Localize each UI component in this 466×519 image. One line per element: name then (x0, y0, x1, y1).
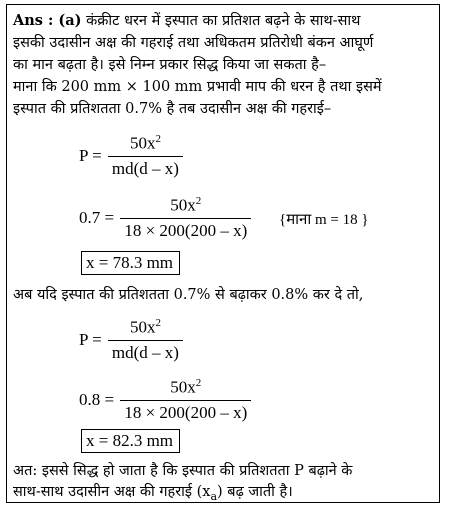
result-box-2: x = 82.3 mm (81, 429, 180, 453)
answer-label: Ans : (a) (13, 12, 82, 29)
numerator: $50x^2$ (129, 133, 161, 153)
conclusion-line-2: साथ-साथ उदासीन अक्ष की गहराई $(x_a)$ बढ़ जाती है। (13, 484, 293, 503)
fraction (108, 133, 183, 179)
numerator: $50x^2$ (129, 317, 161, 337)
formula-lhs: 0.8 = (79, 389, 115, 409)
intro-line-5: इस्पात की प्रतिशतता 0.7% है तब उदासीन अक्ष की गहराई– (13, 101, 332, 117)
denominator: 18 × 200(200 – x) (120, 400, 251, 423)
formula-p-1 (79, 133, 183, 179)
assumption-note: {माना m = 18 } (279, 212, 369, 228)
formula-lhs: 0.7 = (79, 207, 115, 227)
middle-line: अब यदि इस्पात की प्रतिशतता 0.7% से बढ़ाकर 0.8% कर दे तो, (13, 287, 364, 303)
denominator: md(d – x) (108, 156, 183, 179)
formula-p-2 (79, 317, 183, 363)
intro-line-4: माना कि 200 mm × 100 mm प्रभावी माप की धरन है तथा इसमें (13, 79, 382, 95)
conclusion-line-1: अत: इससे सिद्ध हो जाता है कि इस्पात की प्रतिशतता P बढ़ाने के (13, 463, 353, 479)
numerator: $50x^2$ (170, 377, 202, 397)
formula-lhs: P = (79, 329, 102, 349)
fraction (120, 195, 251, 241)
fraction (108, 317, 183, 363)
fraction (120, 377, 251, 423)
result-box-1: x = 78.3 mm (81, 251, 180, 275)
intro-line-2: इसकी उदासीन अक्ष की गहराई तथा अधिकतम प्रतिरोधी बंकन आघूर्ण (13, 35, 374, 51)
formula-0-7 (79, 195, 251, 241)
intro-line-1 (13, 11, 360, 31)
intro-line-1-text: कंक्रीट धरन में इस्पात का प्रतिशत बढ़ने के साथ-साथ (86, 13, 361, 29)
denominator: md(d – x) (108, 340, 183, 363)
answer-box (6, 4, 440, 503)
denominator: 18 × 200(200 – x) (120, 218, 251, 241)
formula-0-8 (79, 377, 251, 423)
intro-line-3: का मान बढ़ता है। इसे निम्न प्रकार सिद्ध किया जा सकता है– (13, 57, 327, 73)
numerator: $50x^2$ (170, 195, 202, 215)
formula-lhs: P = (79, 145, 102, 165)
